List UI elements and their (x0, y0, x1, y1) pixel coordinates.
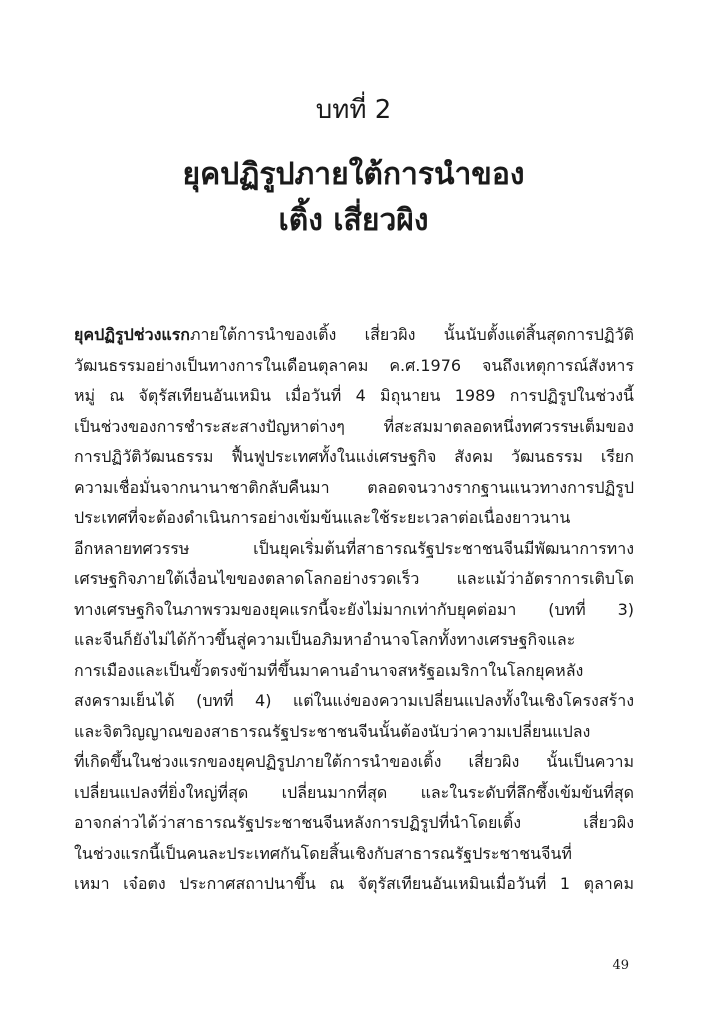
body-line: อาจกล่าวได้ว่าสาธารณรัฐประชาชนจีนหลังการปฏิรูปที่นำโดยเติ้ง เสี่ยวผิง (74, 813, 634, 832)
body-line-1-rest: ภายใต้การนำของเติ้ง เสี่ยวผิง นั้นนับตั้งแต่สิ้นสุดการปฏิวัติ (189, 325, 634, 344)
body-line: วัฒนธรรมอย่างเป็นทางการในเดือนตุลาคม ค.ศ.1976 จนถึงเหตุการณ์สังหาร (74, 355, 634, 375)
body-line: ที่เกิดขึ้นในช่วงแรกของยุคปฏิรูปภายใต้การนำของเติ้ง เสี่ยวผิง นั้นเป็นความ (74, 752, 634, 771)
body-line: ความเชื่อมั่นจากนานาชาติกลับคืนมา ตลอดจนวางรากฐานแนวทางการปฏิรูป (74, 477, 634, 497)
chapter-title-line-1: ยุคปฏิรูปภายใต้การนำของ (182, 157, 525, 192)
body-line: ในช่วงแรกนี้เป็นคนละประเทศกันโดยสิ้นเชิงกับสาธารณรัฐประชาชนจีนที่ (74, 843, 572, 863)
body-line: และจีนก็ยังไม่ได้ก้าวขึ้นสู่ความเป็นอภิมหาอำนาจโลกทั้งทางเศรษฐกิจและ (74, 630, 576, 649)
chapter-title-line-2: เติ้ง เสี่ยวผิง (278, 203, 429, 238)
lead-term: ยุคปฏิรูปช่วงแรก (74, 325, 190, 344)
body-line: อีกหลายทศวรรษ เป็นยุคเริ่มต้นที่สาธารณรัฐประชาชนจีนมีพัฒนาการทาง (74, 538, 634, 558)
body-line: หมู่ ณ จัตุรัสเทียนอันเหมิน เมื่อวันที่ 4 มิถุนายน 1989 การปฏิรูปในช่วงนี้ (74, 386, 634, 405)
body-line: การเมืองและเป็นขั้วตรงข้ามที่ขึ้นมาคานอำนาจสหรัฐอเมริกาในโลกยุคหลัง (74, 660, 584, 680)
body-line: ทางเศรษฐกิจในภาพรวมของยุคแรกนี้จะยังไม่มากเท่ากับยุคต่อมา (บทที่ 3) (74, 599, 634, 619)
body-paragraph (74, 320, 634, 900)
chapter-label: บทที่ 2 (315, 95, 392, 125)
body-line: เหมา เจ๋อตง ประกาศสถาปนาขึ้น ณ จัตุรัสเทียนอันเหมินเมื่อวันที่ 1 ตุลาคม (74, 874, 634, 893)
body-line: เปลี่ยนแปลงที่ยิ่งใหญ่ที่สุด เปลี่ยนมากที่สุด และในระดับที่ลึกซึ้งเข้มข้นที่สุด (74, 782, 634, 802)
body-line: การปฏิวัติวัฒนธรรม ฟื้นฟูประเทศทั้งในแง่เศรษฐกิจ สังคม วัฒนธรรม เรียก (74, 447, 634, 466)
body-line: และจิตวิญญาณของสาธารณรัฐประชาชนจีนนั้นต้องนับว่าความเปลี่ยนแปลง (74, 721, 591, 741)
body-line: เป็นช่วงของการชำระสะสางปัญหาต่างๆ ที่สะสมมาตลอดหนึ่งทศวรรษเต็มของ (74, 416, 634, 436)
body-line: ประเทศที่จะต้องดำเนินการอย่างเข้มข้นและใช้ระยะเวลาต่อเนื่องยาวนาน (74, 508, 571, 527)
chapter-title (0, 152, 707, 244)
body-line: สงครามเย็นได้ (บทที่ 4) แต่ในแง่ของความเปลี่ยนแปลงทั้งในเชิงโครงสร้าง (74, 691, 634, 710)
page-number: 49 (612, 958, 629, 973)
body-line: เศรษฐกิจภายใต้เงื่อนไขของตลาดโลกอย่างรวดเร็ว และแม้ว่าอัตราการเติบโต (74, 569, 634, 588)
body-line (74, 320, 634, 351)
